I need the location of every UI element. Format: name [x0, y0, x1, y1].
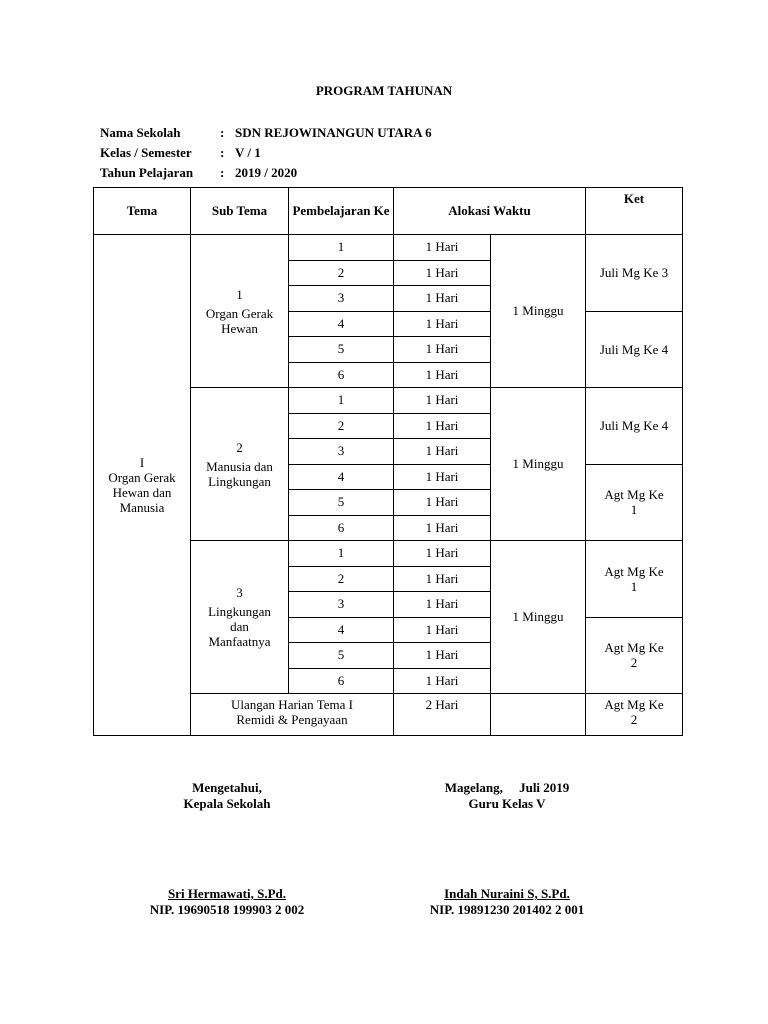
lesson-number: 1 — [289, 388, 394, 414]
signature-right-line2: Guru Kelas V — [468, 796, 546, 811]
lesson-number: 4 — [289, 311, 394, 337]
ulangan-label-cell — [191, 694, 394, 736]
lesson-number: 1 — [289, 541, 394, 567]
lesson-time: 1 Hari — [394, 668, 491, 694]
lesson-number: 3 — [289, 286, 394, 312]
tema-number: I — [139, 455, 145, 470]
lesson-time: 1 Hari — [394, 439, 491, 465]
signature-left — [117, 780, 337, 812]
ulangan-time: 2 Hari — [394, 694, 491, 736]
meta-value: V / 1 — [235, 145, 261, 160]
lesson-number: 3 — [289, 439, 394, 465]
ulangan-label-line2: Remidi & Pengayaan — [236, 712, 348, 727]
lesson-time: 1 Hari — [394, 490, 491, 516]
lesson-number: 5 — [289, 643, 394, 669]
lesson-time: 1 Hari — [394, 464, 491, 490]
subtema-name: Manusia dan Lingkungan — [206, 458, 273, 489]
meta-row-class — [100, 143, 432, 163]
meta-row-school — [100, 123, 432, 143]
ket-cell: Juli Mg Ke 4 — [586, 311, 683, 388]
ulangan-allocation — [491, 694, 586, 736]
header-ket: Ket — [586, 188, 683, 235]
lesson-time: 1 Hari — [394, 362, 491, 388]
signature-left-name-block — [117, 886, 337, 918]
lesson-time: 1 Hari — [394, 388, 491, 414]
lesson-time: 1 Hari — [394, 235, 491, 261]
subtema-number: 1 — [236, 286, 243, 302]
subtema-name: Lingkungan dan Manfaatnya — [208, 604, 271, 649]
subtema-cell — [191, 235, 289, 388]
ulangan-ket: Agt Mg Ke 2 — [586, 694, 683, 736]
lesson-time: 1 Hari — [394, 515, 491, 541]
meta-colon: : — [220, 165, 225, 180]
signature-right-nip: NIP. 19891230 201402 2 001 — [429, 902, 585, 917]
ket-cell: Juli Mg Ke 4 — [586, 388, 683, 465]
tema-name: Organ Gerak Hewan dan Manusia — [108, 470, 176, 515]
meta-colon: : — [220, 145, 225, 160]
lesson-time: 1 Hari — [394, 643, 491, 669]
header-tema: Tema — [94, 188, 191, 235]
program-table — [93, 187, 683, 736]
school-info — [100, 123, 432, 183]
meta-label: Kelas / Semester — [100, 145, 192, 160]
tema-cell — [94, 235, 191, 736]
ket-cell: Agt Mg Ke 1 — [586, 464, 683, 541]
header-alokasi-waktu: Alokasi Waktu — [394, 188, 586, 235]
lesson-number: 2 — [289, 260, 394, 286]
subtema-number: 2 — [236, 439, 243, 455]
lesson-time: 1 Hari — [394, 311, 491, 337]
meta-value: 2019 / 2020 — [235, 165, 298, 180]
signature-left-name: Sri Hermawati, S.Pd. — [167, 886, 287, 901]
subtema-name: Organ Gerak Hewan — [205, 305, 274, 336]
lesson-time: 1 Hari — [394, 617, 491, 643]
allocation-cell: 1 Minggu — [491, 235, 586, 388]
signature-right-name: Indah Nuraini S, S.Pd. — [444, 886, 570, 901]
ket-cell: Agt Mg Ke 1 — [586, 541, 683, 618]
allocation-cell: 1 Minggu — [491, 388, 586, 541]
header-sub-tema: Sub Tema — [191, 188, 289, 235]
signature-right-name-block — [397, 886, 617, 918]
signature-left-line1: Mengetahui, — [192, 780, 262, 795]
table-row — [94, 235, 683, 261]
header-pembelajaran: Pembelajaran Ke — [289, 188, 394, 235]
lesson-time: 1 Hari — [394, 541, 491, 567]
lesson-number: 2 — [289, 413, 394, 439]
table-header-row — [94, 188, 683, 235]
lesson-time: 1 Hari — [394, 260, 491, 286]
lesson-time: 1 Hari — [394, 592, 491, 618]
lesson-number: 4 — [289, 464, 394, 490]
lesson-number: 2 — [289, 566, 394, 592]
ket-cell: Juli Mg Ke 3 — [586, 235, 683, 312]
page-title: PROGRAM TAHUNAN — [315, 83, 453, 98]
subtema-cell — [191, 541, 289, 694]
lesson-number: 6 — [289, 515, 394, 541]
lesson-time: 1 Hari — [394, 337, 491, 363]
lesson-number: 4 — [289, 617, 394, 643]
signature-right-place-date: Magelang, Juli 2019 — [444, 780, 570, 795]
lesson-time: 1 Hari — [394, 413, 491, 439]
signature-left-nip: NIP. 19690518 199903 2 002 — [149, 902, 305, 917]
lesson-number: 6 — [289, 362, 394, 388]
signature-left-line2: Kepala Sekolah — [183, 796, 271, 811]
lesson-time: 1 Hari — [394, 566, 491, 592]
allocation-cell: 1 Minggu — [491, 541, 586, 694]
meta-label: Tahun Pelajaran — [100, 165, 194, 180]
lesson-number: 5 — [289, 490, 394, 516]
subtema-number: 3 — [236, 585, 243, 600]
lesson-number: 5 — [289, 337, 394, 363]
meta-value: SDN REJOWINANGUN UTARA 6 — [235, 125, 432, 140]
lesson-number: 6 — [289, 668, 394, 694]
lesson-number: 1 — [289, 235, 394, 261]
ket-cell: Agt Mg Ke 2 — [586, 617, 683, 694]
lesson-time: 1 Hari — [394, 286, 491, 312]
signature-right — [397, 780, 617, 812]
lesson-number: 3 — [289, 592, 394, 618]
meta-colon: : — [220, 125, 225, 140]
subtema-cell — [191, 388, 289, 541]
ulangan-label-line1: Ulangan Harian Tema I — [231, 697, 353, 712]
meta-label: Nama Sekolah — [100, 125, 181, 140]
meta-row-year — [100, 163, 432, 183]
